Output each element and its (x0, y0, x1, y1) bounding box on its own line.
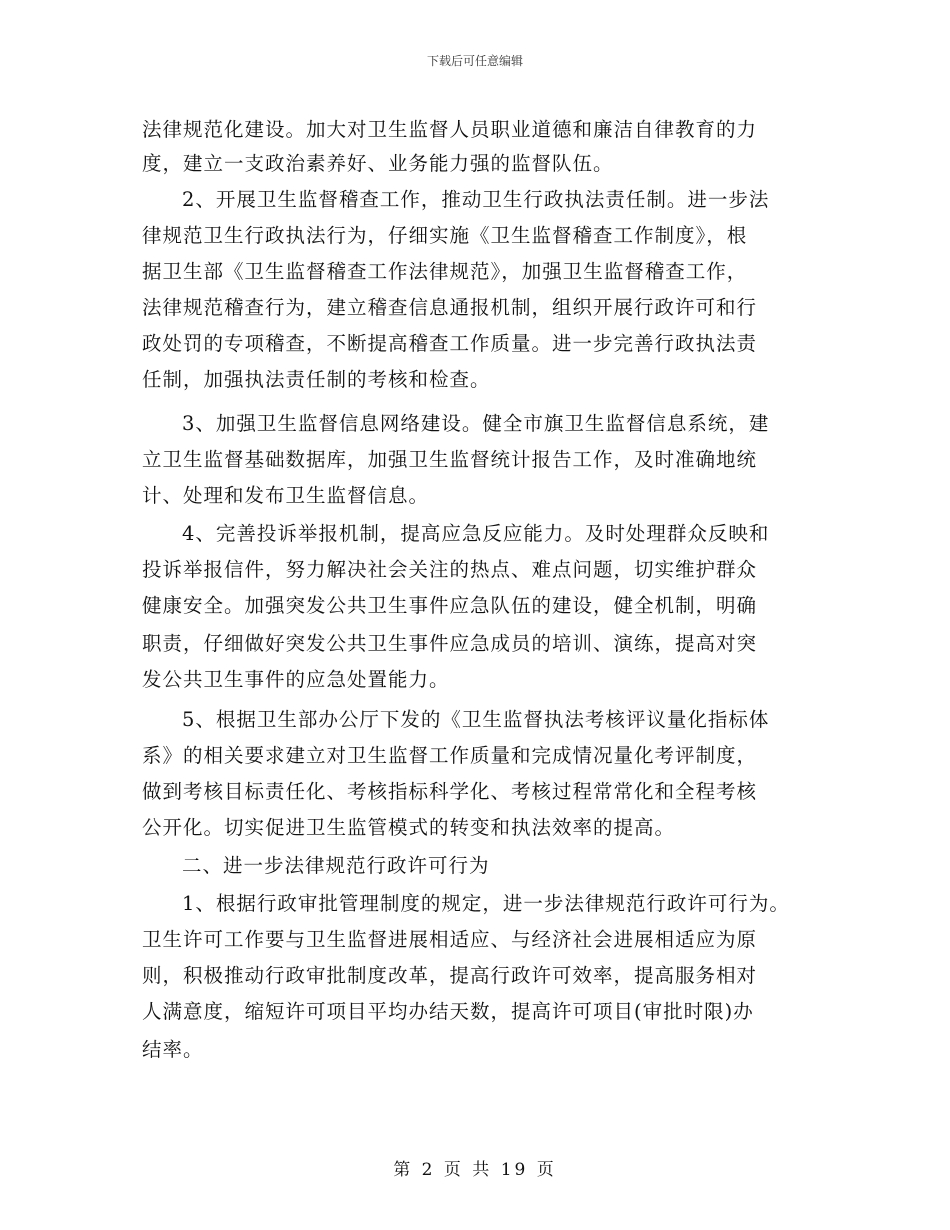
page-header-note: 下载后可任意编辑 (426, 54, 523, 68)
text-line: 公开化。切实促进卫生监管模式的转变和执法效率的提高。 (142, 816, 676, 839)
text-line: 据卫生部《卫生监督稽查工作法律规范》，加强卫生监督稽查工作， (142, 260, 748, 283)
text-line: 则，积极推动行政审批制度改革，提高行政许可效率，提高服务相对 (142, 964, 758, 987)
text-line: 律规范卫生行政执法行为，仔细实施《卫生监督稽查工作制度》，根 (142, 224, 748, 247)
text-line: 立卫生监督基础数据库，加强卫生监督统计报告工作，及时准确地统 (142, 448, 758, 471)
page-number: 第 2 页 共 19 页 (393, 1160, 557, 1180)
text-line: 结率。 (142, 1038, 204, 1061)
text-line: 4、完善投诉举报机制，提高应急反应能力。及时处理群众反映和 (182, 522, 770, 545)
text-line: 法律规范稽查行为，建立稽查信息通报机制，组织开展行政许可和行 (142, 296, 758, 319)
text-line: 人满意度，缩短许可项目平均办结天数，提高许可项目(审批时限)办 (142, 1000, 754, 1023)
text-line: 政处罚的专项稽查，不断提高稽查工作质量。进一步完善行政执法责 (142, 332, 758, 355)
text-line: 5、根据卫生部办公厅下发的《卫生监督执法考核评议量化指标体 (182, 708, 770, 731)
text-line: 卫生许可工作要与卫生监督进展相适应、与经济社会进展相适应为原 (142, 928, 758, 951)
text-line: 计、处理和发布卫生监督信息。 (142, 484, 430, 507)
text-line: 度，建立一支政治素养好、业务能力强的监督队伍。 (142, 152, 614, 175)
text-line: 任制，加强执法责任制的考核和检查。 (142, 368, 491, 391)
text-line: 3、加强卫生监督信息网络建设。健全市旗卫生监督信息系统，建 (182, 412, 770, 435)
text-line: 系》的相关要求建立对卫生监督工作质量和完成情况量化考评制度， (142, 744, 758, 767)
text-line: 2、开展卫生监督稽查工作，推动卫生行政执法责任制。进一步法 (182, 188, 770, 211)
text-line: 做到考核目标责任化、考核指标科学化、考核过程常常化和全程考核 (142, 780, 758, 803)
text-line: 健康安全。加强突发公共卫生事件应急队伍的建设，健全机制，明确 (142, 594, 758, 617)
text-line: 法律规范化建设。加大对卫生监督人员职业道德和廉洁自律教育的力 (142, 118, 758, 141)
section-heading: 二、进一步法律规范行政许可行为 (182, 854, 490, 877)
text-line: 1、根据行政审批管理制度的规定，进一步法律规范行政许可行为。 (182, 892, 790, 915)
text-line: 投诉举报信件，努力解决社会关注的热点、难点问题，切实维护群众 (142, 558, 758, 581)
text-line: 发公共卫生事件的应急处置能力。 (142, 668, 450, 691)
text-line: 职责，仔细做好突发公共卫生事件应急成员的培训、演练，提高对突 (142, 632, 758, 655)
